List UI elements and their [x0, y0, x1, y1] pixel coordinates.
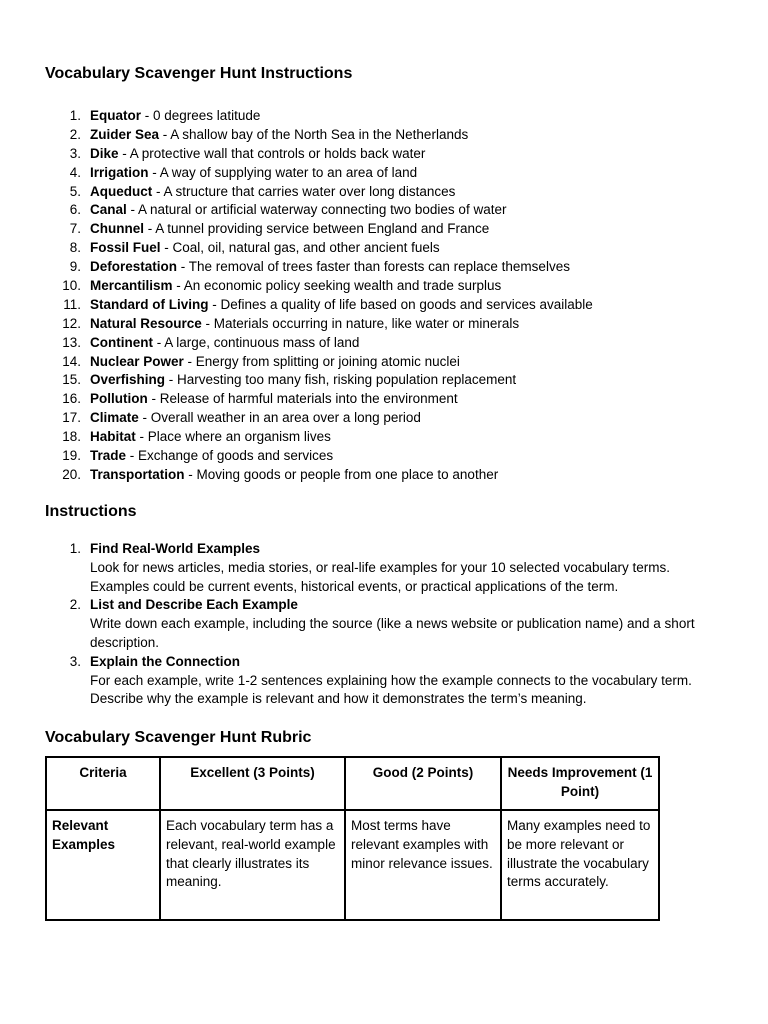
rubric-heading: Vocabulary Scavenger Hunt Rubric: [45, 729, 312, 746]
column-header: Needs Improvement (1 Point): [501, 757, 659, 810]
list-item: 6. Canal - A natural or artificial waterway connecting two bodies of water: [69, 202, 507, 218]
column-header: Good (2 Points): [345, 757, 501, 810]
list-item: 16. Pollution - Release of harmful materials into the environment: [62, 391, 458, 407]
list-item: 20. Transportation - Moving goods or people from one place to another: [62, 466, 499, 482]
list-item: 5. Aqueduct - A structure that carries water over long distances: [69, 183, 456, 199]
list-item: 10. Mercantilism - An economic policy seeking wealth and trade surplus: [62, 278, 502, 294]
list-item: 8. Fossil Fuel - Coal, oil, natural gas, and other ancient fuels: [69, 240, 440, 256]
list-item: 1. Find Real-World Examples Look for news articles, media stories, or real-life examples for your 10 selected vocabulary terms. Examples could be current events, historical events, or practical applications of the term.: [69, 541, 670, 594]
list-item: 9. Deforestation - The removal of trees faster than forests can replace themselves: [69, 259, 570, 275]
list-item: 1. Equator - 0 degrees latitude: [69, 108, 261, 123]
list-item: 14. Nuclear Power - Energy from splitting or joining atomic nuclei: [62, 353, 460, 369]
list-item: 3. Dike - A protective wall that controls or holds back water: [69, 145, 426, 161]
list-item: 3. Explain the Connection For each example, write 1-2 sentences explaining how the example connects to the vocabulary term. Describe why the example is relevant and how it demonstrates the term’s meaning.: [69, 653, 692, 707]
column-header: Criteria: [46, 757, 160, 810]
list-item: 19. Trade - Exchange of goods and services: [62, 448, 334, 464]
list-item: 18. Habitat - Place where an organism lives: [62, 429, 331, 445]
table-cell: Most terms have relevant examples with minor relevance issues.: [345, 810, 501, 920]
list-item: 2. List and Describe Each Example Write down each example, including the source (like a news website or publication name) and a short description.: [69, 597, 695, 650]
list-item: 4. Irrigation - A way of supplying water to an area of land: [69, 164, 418, 180]
instructions-heading: Instructions: [45, 503, 137, 520]
vocabulary-list: [45, 107, 593, 485]
table-cell: Relevant Examples: [46, 810, 160, 920]
table-header-row: [46, 757, 659, 810]
table-row: [46, 810, 659, 920]
rubric-table: [45, 756, 660, 921]
instructions-list: [45, 540, 715, 709]
list-item: 15. Overfishing - Harvesting too many fish, risking population replacement: [62, 372, 517, 388]
column-header: Excellent (3 Points): [160, 757, 345, 810]
list-item: 7. Chunnel - A tunnel providing service between England and France: [69, 221, 490, 237]
list-item: 11. Standard of Living - Defines a quality of life based on goods and services available: [63, 296, 593, 312]
table-cell: Many examples need to be more relevant or illustrate the vocabulary terms accurately.: [501, 810, 659, 920]
list-item: 12. Natural Resource - Materials occurring in nature, like water or minerals: [62, 315, 520, 331]
table-cell: Each vocabulary term has a relevant, real-world example that clearly illustrates its meaning.: [160, 810, 345, 920]
list-item: 2. Zuider Sea - A shallow bay of the North Sea in the Netherlands: [69, 126, 469, 142]
list-item: 13. Continent - A large, continuous mass of land: [62, 334, 360, 350]
list-item: 17. Climate - Overall weather in an area over a long period: [62, 410, 421, 426]
page-title: Vocabulary Scavenger Hunt Instructions: [45, 65, 353, 82]
